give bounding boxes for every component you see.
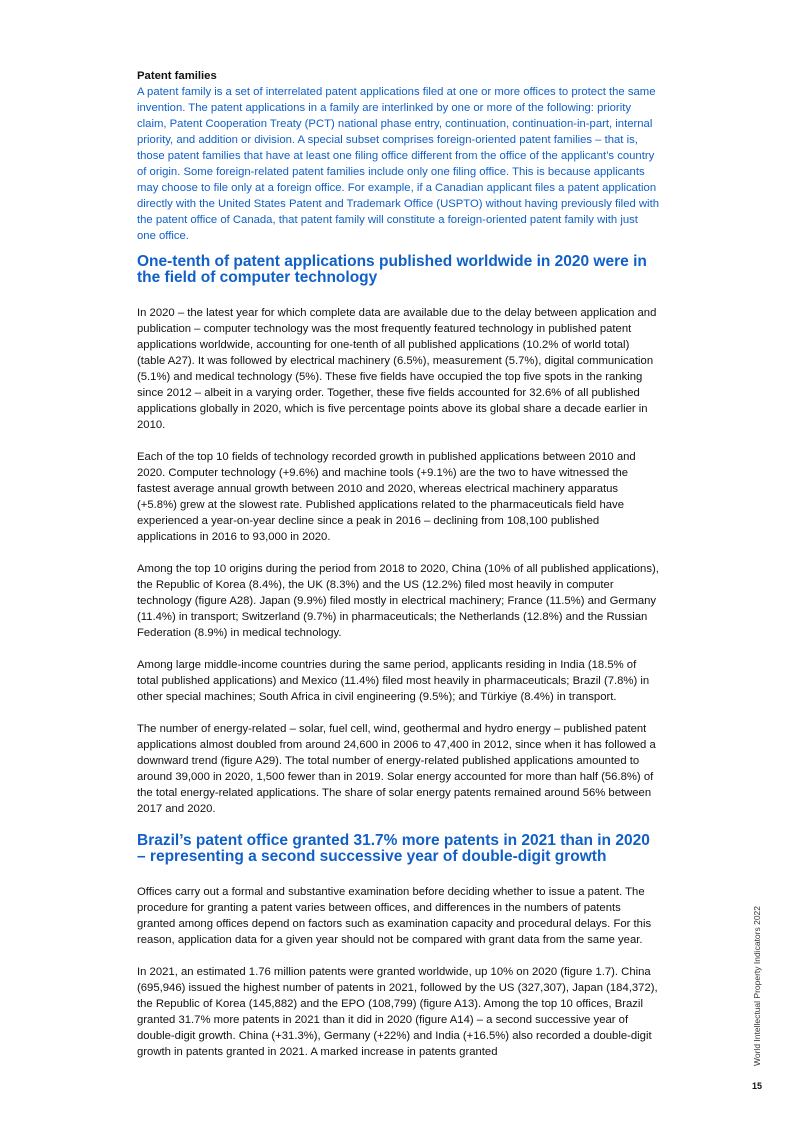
paragraph: The number of energy-related – solar, fuel cell, wind, geothermal and hydro energy – published patent applications almost doubled from around 24,600 in 2006 to 47,400 in 2012, since when it has followed a downward trend (figure A29). The total number of energy-related published applications amounted to around 39,000 in 2020, 1,500 fewer than in 2019. Solar energy accounted for more than half (56.8%) of the total energy-related applications. The share of solar energy patents remained around 56% between 2017 and 2020. <box>137 723 656 815</box>
page-content <box>137 68 659 1076</box>
box-text: A patent family is a set of interrelated patent applications filed at one or more offices to protect the same invention. The patent applications in a family are interlinked by one or more of the following: priority claim, Patent Cooperation Treaty (PCT) national phase entry, continuation, continuation-in-part, internal priority, and addition or division. A special subset comprises foreign-oriented patent families – that is, those patent families that have at least one filing office different from the office of the applicant’s country of origin. Some foreign-related patent families include only one filing office. This is because applicants may choose to file only at a foreign office. For example, if a Canadian applicant files a patent application directly with the United States Patent and Trademark Office (USPTO) without having previously filed with the patent office of Canada, that patent family will constitute a foreign-oriented patent family with just one office. <box>137 86 659 242</box>
paragraph: Among the top 10 origins during the period from 2018 to 2020, China (10% of all published applications), the Republic of Korea (8.4%), the UK (8.3%) and the US (12.2%) filed most heavily in computer technology (figure A28). Japan (9.9%) filed mostly in electrical machinery; France (11.5%) and Germany (11.4%) in transport; Switzerland (9.7%) in pharmaceuticals; the Netherlands (12.8%) and the Russian Federation (8.9%) in medical technology. <box>137 563 659 639</box>
page-number: 15 <box>752 1081 763 1091</box>
section-heading-brazil-grants: Brazil’s patent office granted 31.7% more patents in 2021 than in 2020 – representing a second successive year of double-digit growth <box>137 832 650 865</box>
section-heading-computer-technology: One-tenth of patent applications published worldwide in 2020 were in the field of computer technology <box>137 253 647 286</box>
paragraph: Offices carry out a formal and substantive examination before deciding whether to issue a patent. The procedure for granting a patent varies between offices, and differences in the numbers of patents granted among offices depend on factors such as examination capacity and procedural delays. For this reason, application data for a given year should not be compared with grant data from the same year. <box>137 886 652 946</box>
paragraph: Each of the top 10 fields of technology recorded growth in published applications between 2010 and 2020. Computer technology (+9.6%) and machine tools (+9.1%) are the two to have witnessed the fastest average annual growth between 2010 and 2020, whereas electrical machinery apparatus (+5.8%) grew at the slowest rate. Published applications related to the pharmaceuticals field have experienced a year-on-year decline since a peak in 2016 – declining from 108,100 published applications in 2016 to 93,000 in 2020. <box>137 451 636 543</box>
paragraph: In 2021, an estimated 1.76 million patents were granted worldwide, up 10% on 2020 (figure 1.7). China (695,946) issued the highest number of patents in 2021, followed by the US (327,307), Japan (184,372), the Republic of Korea (145,882) and the EPO (108,799) (figure A13). Among the top 10 offices, Brazil granted 31.7% more patents in 2021 than it did in 2020 (figure A14) – a second successive year of double-digit growth. China (+31.3%), Germany (+22%) and India (+16.5%) also recorded a double-digit growth in patents granted in 2021. A marked increase in patents granted <box>137 966 658 1058</box>
box-title: Patent families <box>137 70 217 82</box>
paragraph: Among large middle-income countries during the same period, applicants residing in India (18.5% of total published applications) and Mexico (11.4%) filed most heavily in pharmaceuticals; Brazil (7.8%) in other special machines; South Africa in civil engineering (9.5%); and Türkiye (8.4%) in transport. <box>137 659 650 703</box>
paragraph: In 2020 – the latest year for which complete data are available due to the delay between application and publication – computer technology was the most frequently featured technology in published patent applications worldwide, accounting for one-tenth of all published applications (10.2% of world total) (table A27). It was followed by electrical machinery (6.5%), measurement (5.7%), digital communication (5.1%) and medical technology (5%). These five fields have occupied the top five spots in the ranking since 2012 – albeit in a varying order. Together, these five fields accounted for 32.6% of all published applications globally in 2020, which is five percentage points above its global share a decade earlier in 2010. <box>137 307 657 431</box>
publication-title: World Intellectual Property Indicators 2022 <box>752 905 762 1066</box>
